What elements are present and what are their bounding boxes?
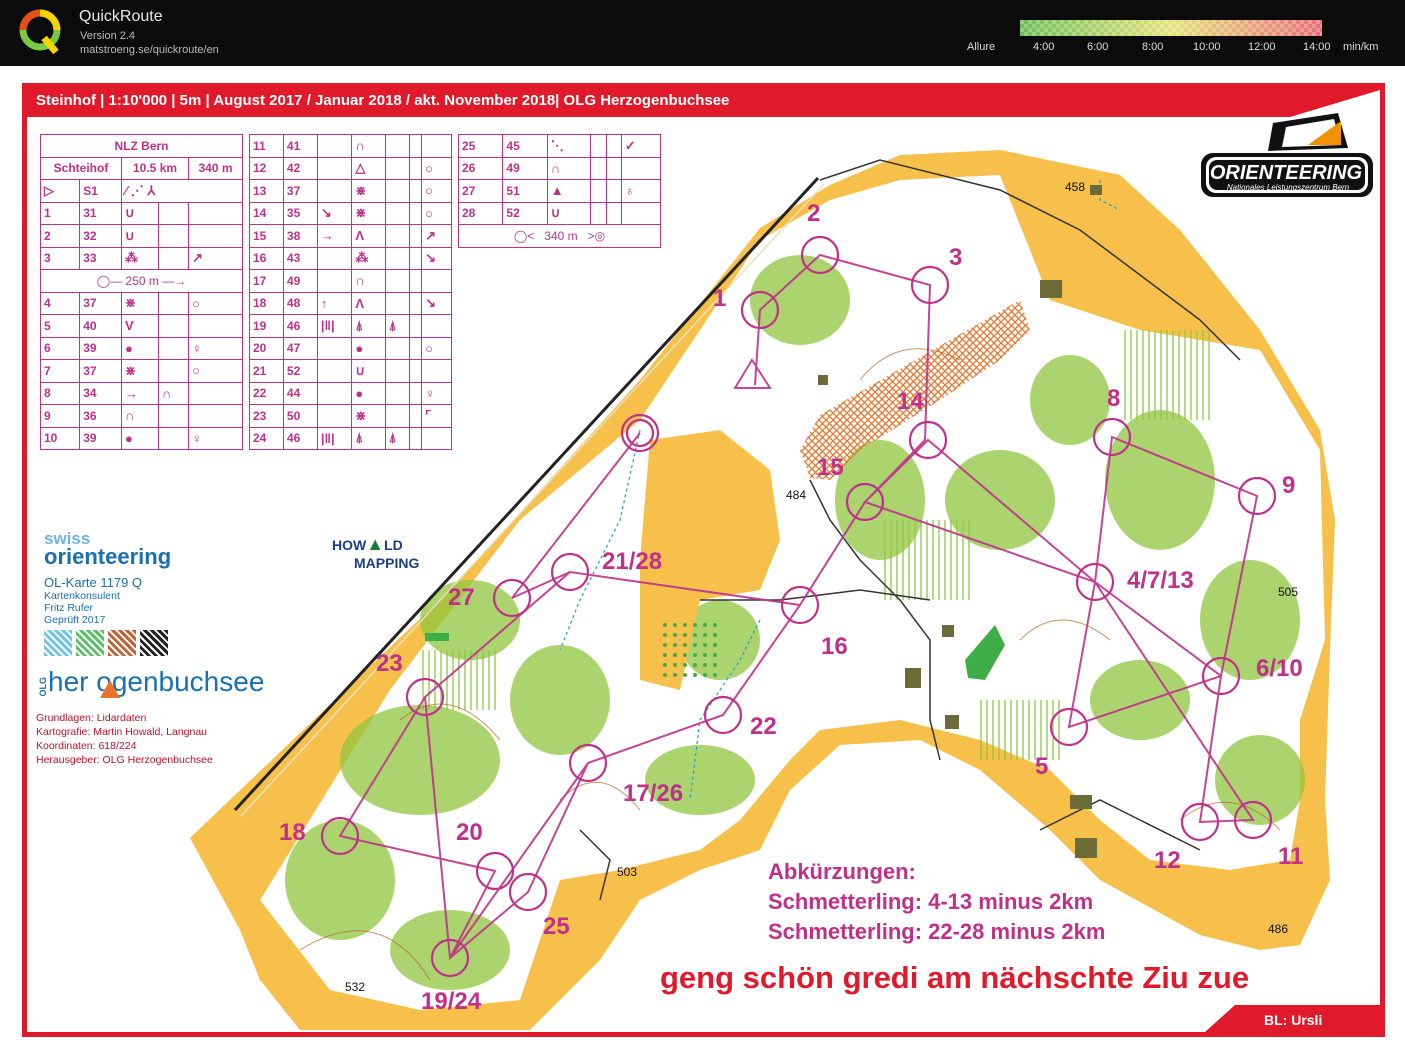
desc-code: 44 [283,382,317,405]
spot-height: 505 [1278,585,1299,599]
desc-num: 19 [250,315,284,338]
orienteering-nlz-logo [1198,113,1376,203]
control-number: 17/26 [623,780,684,807]
control-number: 2 [807,200,821,227]
desc-num: 14 [250,202,284,225]
desc-num: 1 [41,202,80,225]
desc-num: 5 [41,315,80,338]
spot-height: 532 [345,980,366,994]
pace-label: Allure [967,41,996,53]
desc-num: 13 [250,180,284,203]
foot-icon: ♀ [422,382,452,405]
desc-num: 27 [459,180,503,203]
iof-symbols [44,630,168,656]
slope-icon: ⋱ [547,135,591,158]
thicket-icon: ⋇ [352,180,385,203]
control-number: 8 [1107,385,1121,412]
desc-code: 47 [283,337,317,360]
spur-icon: ∩ [547,157,591,180]
desc-num: 26 [459,157,503,180]
desc-code: 51 [503,180,547,203]
pace-tick: 8:00 [1142,41,1164,53]
desc-code: 40 [80,315,122,338]
desc-num: 21 [250,360,284,383]
desc-num: 3 [41,247,80,270]
control-number: 22 [750,713,777,740]
between-icon: |‖| [317,427,352,450]
spur-icon: ∩ [352,270,385,293]
map-lawn [425,633,449,641]
credit-line: Grundlagen: Lidardaten [36,712,147,724]
desc-code: 37 [80,292,122,315]
desc-code: 39 [80,427,122,450]
desc-num: 23 [250,405,284,428]
desc-num: 28 [459,202,503,225]
circle-icon: ◯— [96,273,123,288]
tape-route-1 [41,270,243,293]
ridge-icon: Λ [352,225,385,248]
desc-code: 49 [503,157,547,180]
foot-icon: ♁ [621,180,660,203]
desc-code: 45 [503,135,547,158]
desc-num: 6 [41,337,80,360]
tree-icon: ⍋ [352,315,385,338]
abbr-title: Abkürzungen: [768,859,916,884]
desc-code: 52 [503,202,547,225]
pattern-blue-icon [44,630,72,656]
stony-ground-icon: ⁂ [352,247,385,270]
foot-icon: ♀ [189,337,243,360]
desc-num: 16 [250,247,284,270]
control-number: 23 [376,650,403,677]
knoll-icon: ● [352,337,385,360]
tape-route-2 [459,225,661,248]
tree-icon: ⍋ [352,427,385,450]
olg-logo [38,668,264,696]
desc-code: 52 [283,360,317,383]
desc-event: NLZ Bern [41,135,243,158]
desc-code: 41 [283,135,317,158]
control-number: 9 [1282,472,1296,499]
desc-code: 38 [283,225,317,248]
check-icon: ✓ [621,135,660,158]
orienteering-logo-sub: Nationales Leistungszentrum Bern [1226,183,1350,192]
circle-icon: ○ [422,157,452,180]
stony-ground-icon: ⁂ [122,247,159,270]
swiss-logo-bottom: orienteering [44,544,172,569]
desc-code: 49 [283,270,317,293]
spot-height: 458 [1065,180,1086,194]
abbr-line: Schmetterling: 4-13 minus 2km [768,889,1094,914]
spur-icon: ∩ [158,382,188,405]
corner-icon: ↗ [422,225,452,248]
circle-icon: ○ [189,360,243,383]
olg-logo-small: OLG [38,676,48,696]
control-number: 15 [817,454,844,481]
desc-num: 8 [41,382,80,405]
app-url[interactable]: matstroeng.se/quickroute/en [80,44,219,56]
app-version: Version 2.4 [80,30,136,42]
desc-num: 10 [41,427,80,450]
pattern-black-icon [140,630,168,656]
corner-icon: ↘ [422,247,452,270]
desc-code: 46 [283,427,317,450]
desc-num: 22 [250,382,284,405]
control-number: 14 [897,388,924,415]
orienteering-logo-text: ORIENTEERING [1209,162,1363,184]
howald-mapping-logo [332,534,419,571]
thicket-icon: ⋇ [352,202,385,225]
desc-code: 36 [80,405,122,428]
desc-code: 37 [283,180,317,203]
desc-code: 37 [80,360,122,383]
desc-num: 17 [250,270,284,293]
pattern-brown-icon [108,630,136,656]
swiss-logo-top: swiss [44,529,91,548]
pace-tick: 14:00 [1303,41,1331,53]
map-consultant-label: Kartenkonsulent [44,590,120,602]
control-description-table-3 [458,134,661,248]
circle-icon: ○ [189,292,243,315]
desc-code: 50 [283,405,317,428]
desc-code: 42 [283,157,317,180]
map-info [44,575,168,656]
tape-length: 250 m [125,273,159,288]
desc-course: Schteihof [41,157,122,180]
foot-icon: ♀ [189,427,243,450]
howald-logo-text: MAPPING [354,555,420,571]
thicket-icon: ⋇ [352,405,385,428]
map-number: OL-Karte 1179 Q [44,575,143,590]
ridge-icon: Λ [352,292,385,315]
corner-icon: ⌜ [422,405,452,428]
map-header-text: Steinhof | 1:10'000 | 5m | August 2017 / Januar 2018 / akt. November 2018| OLG Herzogenbuchsee [36,92,730,109]
tree-icon: ⍋ [385,315,410,338]
desc-num: 7 [41,360,80,383]
arrow-up-icon: ↑ [317,292,352,315]
tree-icon: ⍋ [385,427,410,450]
circle-icon: ○ [422,202,452,225]
pace-unit: min/km [1343,41,1379,53]
desc-code: 43 [283,247,317,270]
desc-num: 15 [250,225,284,248]
control-number: 1 [713,285,727,312]
olg-logo-triangle-icon [100,680,120,698]
depression-icon: ∪ [122,202,159,225]
desc-num: 25 [459,135,503,158]
olg-logo-text: her ogenbuchsee [48,666,265,697]
arrow-right-icon: → [122,382,159,405]
control-description-table-2 [249,134,452,450]
circle-icon: ◯< [513,228,535,243]
desc-code: 46 [283,315,317,338]
desc-num: 20 [250,337,284,360]
app-title: QuickRoute [79,8,163,25]
credit-line: Herausgeber: OLG Herzogenbuchsee [36,754,213,766]
spot-height: 484 [786,488,807,502]
control-number: 12 [1154,847,1181,874]
desc-code: 31 [80,202,122,225]
spot-height: 503 [617,865,638,879]
map-credits [36,711,213,767]
arrow-down-right-icon: ↘ [317,202,352,225]
control-number: 4/7/13 [1127,567,1194,594]
map-consultant: Fritz Rufer [44,602,94,614]
desc-length: 10.5 km [122,157,189,180]
gully-icon: V [122,315,159,338]
control-number: 18 [279,819,306,846]
boulder-icon: ▲ [547,180,591,203]
desc-code: 34 [80,382,122,405]
desc-num: 9 [41,405,80,428]
control-number: 21/28 [602,548,663,575]
control-number: 25 [543,913,570,940]
control-number: 11 [1278,843,1304,870]
desc-num: 18 [250,292,284,315]
desc-climb: 340 m [189,157,243,180]
howald-logo-text: LD [384,537,403,553]
control-number: 6/10 [1256,655,1303,682]
desc-code: 32 [80,225,122,248]
thicket-icon: ⋇ [122,292,159,315]
map-checked: Geprüft 2017 [44,614,106,626]
control-number: 16 [821,633,848,660]
desc-code: 33 [80,247,122,270]
depression-icon: ∪ [547,202,591,225]
hill-icon: △ [352,157,385,180]
credit-line: Koordinaten: 618/224 [36,740,137,752]
desc-num: 11 [250,135,284,158]
arrow-right-icon: → [317,225,352,248]
swiss-orienteering-logo [44,531,171,567]
control-number: 5 [1035,753,1049,780]
spur-icon: ∩ [122,405,159,428]
arrow-icon: —→ [162,273,187,288]
desc-num: 2 [41,225,80,248]
abbr-line: Schmetterling: 22-28 minus 2km [768,919,1106,944]
control-description-table-1 [40,134,243,450]
map-slogan: geng schön gredi am nächschte Ziu zue [660,960,1250,995]
control-number: 27 [448,584,475,611]
pattern-green-icon [76,630,104,656]
spot-height: 486 [1268,922,1289,936]
tape-length: 340 m [544,228,578,243]
desc-start: S1 [80,180,122,203]
feature-symbol-icon: ⁄ ⋰ ⅄ [122,180,243,203]
knoll-icon: ● [122,337,159,360]
howald-logo-text: HOW [332,537,367,553]
start-triangle-icon: ▷ [41,180,80,203]
desc-num: 4 [41,292,80,315]
between-icon: |‖| [317,315,352,338]
desc-code: 48 [283,292,317,315]
finish-icon: >◎ [587,228,606,243]
corner-icon: ↘ [422,292,452,315]
corner-icon: ↗ [189,247,243,270]
desc-num: 12 [250,157,284,180]
spur-icon: ∩ [352,135,385,158]
circle-icon: ○ [422,180,452,203]
desc-code: 35 [283,202,317,225]
map-meadow-dots [660,620,720,680]
pace-tick: 4:00 [1033,41,1055,53]
circle-icon: ○ [422,337,452,360]
desc-code: 39 [80,337,122,360]
credit-line: Kartografie: Martin Howald, Langnau [36,726,208,738]
control-number: 19/24 [421,988,482,1015]
depression-icon: ∪ [352,360,385,383]
knoll-icon: ● [122,427,159,450]
pace-tick: 12:00 [1248,41,1276,53]
course-setter: BL: Ursli [1264,1012,1323,1028]
thicket-icon: ⋇ [122,360,159,383]
desc-num: 24 [250,427,284,450]
control-number: 3 [949,244,963,271]
pace-tick: 6:00 [1087,41,1109,53]
pace-tick: 10:00 [1193,41,1221,53]
depression-icon: ∪ [122,225,159,248]
tree-logo-icon: ▲ [366,534,385,554]
course-abbreviations [768,857,1105,947]
knoll-icon: ● [352,382,385,405]
control-number: 20 [456,819,483,846]
